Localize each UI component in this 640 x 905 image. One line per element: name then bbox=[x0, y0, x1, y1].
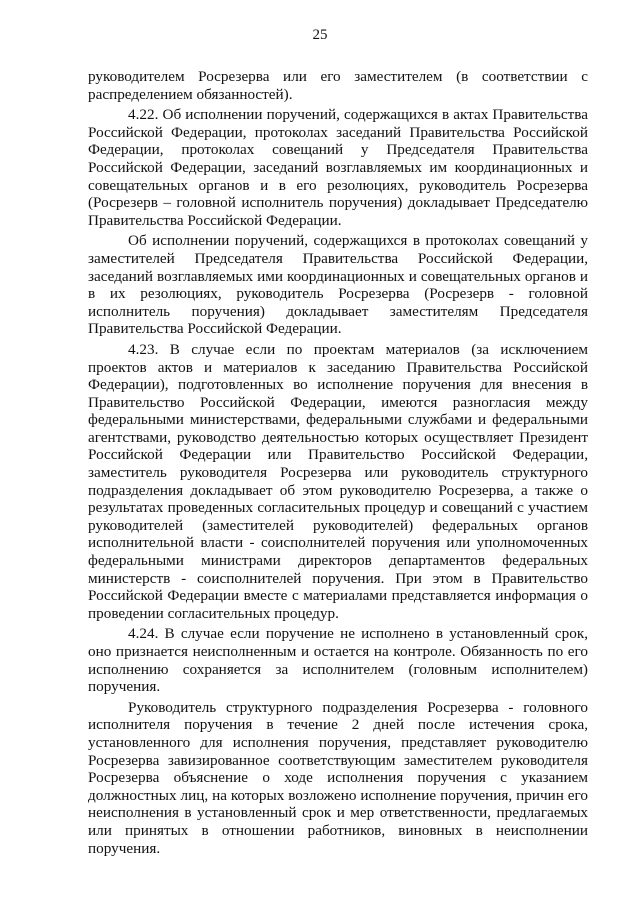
paragraph-department-head: Руководитель структурного подразделения Росрезерва - головного исполнителя поручения в течение 2 дней после истечения срока, установленного для исполнения поручения, представляет руководителю Росрезерва завизированное соответствующим заместителем руководителя Росрезерва объяснение о ходе исполнения поручения с указанием должностных лиц, на которых возложено исполнение поручения, причин его неисполнения в установленный срок и мер ответственности, предлагаемых или принятых в отношении работников, виновных в неисполнении поручения. bbox=[88, 698, 588, 857]
paragraph-4-22: 4.22. Об исполнении поручений, содержащихся в актах Правительства Российской Федерации, протоколах заседаний Правительства Российской Федерации, протоколах совещаний у Председателя Правительства Российской Федерации, заседаний возглавляемых им координационных и совещательных органов и в его резолюциях, руководитель Росрезерва (Росрезерв – головной исполнитель поручения) докладывает Председателю Правительства Российской Федерации. bbox=[88, 106, 588, 229]
paragraph-4-24: 4.24. В случае если поручение не исполнено в установленный срок, оно признается неисполненным и остается на контроле. Обязанность по его исполнению сохраняется за исполнителем (головным исполнителем) поручения. bbox=[88, 625, 588, 696]
document-body bbox=[88, 68, 588, 860]
paragraph-4-23: 4.23. В случае если по проектам материалов (за исключением проектов актов и материалов к заседанию Правительства Российской Федерации), подготовленных во исполнение поручения для внесения в Правительство Российской Федерации, имеются разногласия между федеральными министерствами, федеральными службами и федеральными агентствами, руководство деятельностью которых осуществляет Президент Российской Федерации или Правительство Российской Федерации, заместитель руководителя Росрезерва или руководитель структурного подразделения докладывает об этом руководителю Росрезерва, а также о результатах проведенных согласительных процедур и совещаний с участием руководителей (заместителей руководителей) федеральных органов исполнительной власти - соисполнителей поручения или уполномоченных федеральными министрами директоров департаментов федеральных министерств - соисполнителей поручения. При этом в Правительство Российской Федерации вместе с материалами представляется информация о проведении согласительных процедур. bbox=[88, 340, 588, 622]
page-number: 25 bbox=[312, 27, 328, 43]
paragraph-deputy-chairmen: Об исполнении поручений, содержащихся в протоколах совещаний у заместителей Председателя Правительства Российской Федерации, заседаний возглавляемых ими координационных и совещательных органов и в их резолюциях, руководитель Росрезерва (Росрезерв - головной исполнитель поручения) докладывает заместителям Председателя Правительства Российской Федерации. bbox=[88, 232, 588, 338]
paragraph-continuation: руководителем Росрезерва или его заместителем (в соответствии с распределением обязанностей). bbox=[88, 68, 588, 103]
